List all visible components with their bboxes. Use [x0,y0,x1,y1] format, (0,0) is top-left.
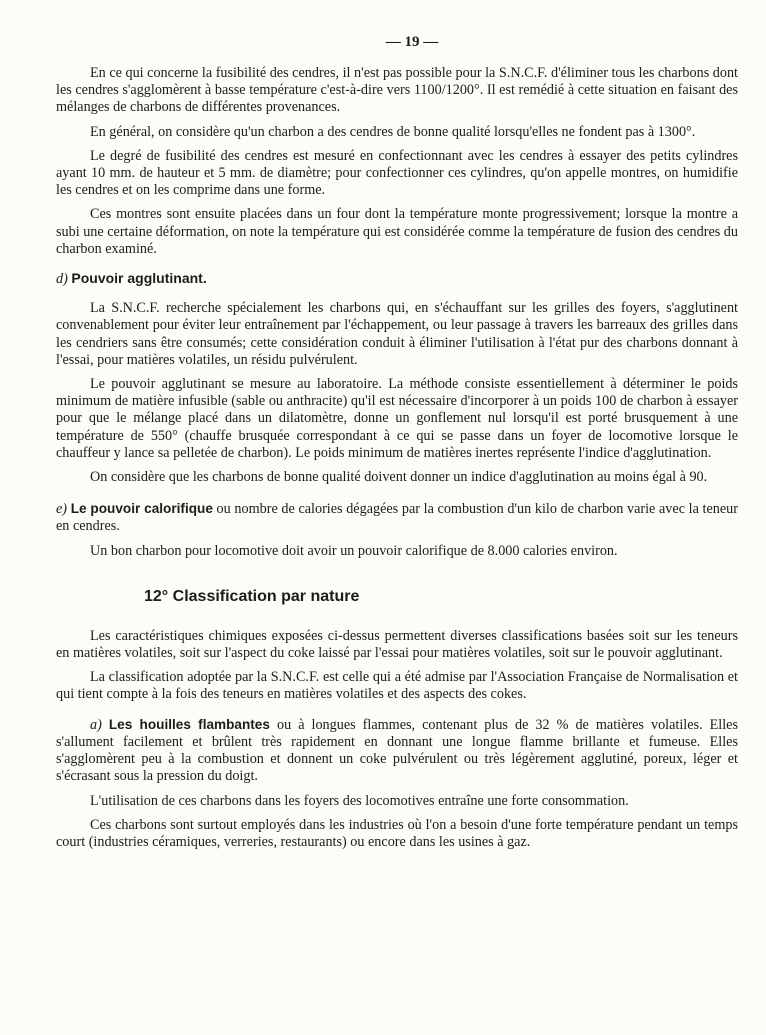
section-a-rest: ou à longues flammes, contenant plus de 32 % de matières volatiles. Elles s'allument facilement et brûlent très rapidement en donnant une longue flamme brillante et fumeuse. Elles s'agglomèrent peu à la combustion et donnent un coke pulvérulent ou très légèrement agglutiné, poreux, léger et s'écrasant sous la pression du doigt. [56,716,738,785]
paragraph-ash-quality: En général, on considère qu'un charbon a des cendres de bonne qualité lorsqu'elles ne fondent pas à 1300°. [90,123,696,140]
paragraph-agglutinating-2: Le pouvoir agglutinant se mesure au laboratoire. La méthode consiste essentiellement à déterminer le poids minimum de matière infusible (sable ou anthracite) qu'il est nécessaire d'incorporer à un poids 100 de charbon à essayer pour que le mélange placé dans un dilatomètre, donne un gonflement nul lorsqu'il est porté brusquement à une température de 550° (chauffe brusquée correspondant à ce qui se passe dans un foyer de locomotive lorsque le chauffeur y lance sa pelletée de charbon). Le poids minimum de matières inertes représente l'indice d'agglutination. [56,376,738,461]
paragraph-ash-fusibility: En ce qui concerne la fusibilité des cendres, il n'est pas possible pour la S.N.C.F. d'éliminer tous les charbons dont les cendres s'agglomèrent à basse température c'est-à-dire vers 1100/1200°. Il est remédié à cette situation en faisant des mélanges de charbons de différentes provenances. [56,65,738,116]
section-e-title: Le pouvoir calorifique [70,501,213,517]
paragraph-agglutinating-3: On considère que les charbons de bonne qualité doivent donner un indice d'agglutination au moins égal à 90. [90,469,708,486]
section-e-rest: ou nombre de calories dégagées par la combustion d'un kilo de charbon varie avec la teneur en cendres. [56,501,738,535]
section-d-title: Pouvoir agglutinant. [71,270,207,287]
section-d-letter: d) [56,271,68,288]
paragraph-agglutinating-1: La S.N.C.F. recherche spécialement les charbons qui, en s'échauffant sur les grilles des foyers, s'agglutinent convenablement pour éviter leur entraînement par l'échappement, ou leur passage à travers les barreaux des grilles dans les cendriers sans être consumés; cette considération conduit à éliminer l'utilisation à l'état pur des charbons donnant à l'essai, pour matières volatiles, un résidu pulvérulent. [56,300,738,368]
paragraph-classification-1: Les caractéristiques chimiques exposées ci-dessus permettent diverses classifications basées soit sur les teneurs en matières volatiles, soit sur l'aspect du coke laissé par l'essai pour matières volatiles, soit sur le pouvoir agglutinant. [56,627,738,662]
paragraph-consumption: L'utilisation de ces charbons dans les foyers des locomotives entraîne une forte consommation. [90,792,629,809]
section-a-letter: a) [90,716,102,733]
paragraph-classification-2: La classification adoptée par la S.N.C.F. est celle qui a été admise par l'Association Française de Normalisation et qui tient compte à la fois des teneurs en matières volatiles et des aspects des cokes. [56,669,738,703]
paragraph-industry-use: Ces charbons sont surtout employés dans les industries où l'on a besoin d'une forte température pendant un temps court (industries céramiques, verreries, restaurants) ou encore dans les usines à gaz. [56,816,738,850]
chapter-title: 12° Classification par nature [144,587,360,605]
section-a-paragraph [56,716,738,786]
section-e-paragraph [56,500,738,535]
section-e-letter: e) [56,501,68,518]
paragraph-ash-furnace: Ces montres sont ensuite placées dans un four dont la température monte progressivement; lorsque la montre a subi une certaine déformation, on note la température qui est considérée comme la température de fusion des cendres du charbon examiné. [56,206,738,257]
page-number: — 19 — [385,34,439,50]
section-d-heading [56,270,738,288]
paragraph-ash-measurement: Le degré de fusibilité des cendres est mesuré en confectionnant avec les cendres à essayer des petits cylindres ayant 10 mm. de hauteur et 5 mm. de diamètre; pour confectionner ces cylindres, qu'on appelle montres, on humidifie les cendres et on les comprime dans une forme. [56,147,738,199]
section-a-title: Les houilles flambantes [108,716,270,732]
paragraph-calorific: Un bon charbon pour locomotive doit avoir un pouvoir calorifique de 8.000 calories environ. [90,542,618,559]
